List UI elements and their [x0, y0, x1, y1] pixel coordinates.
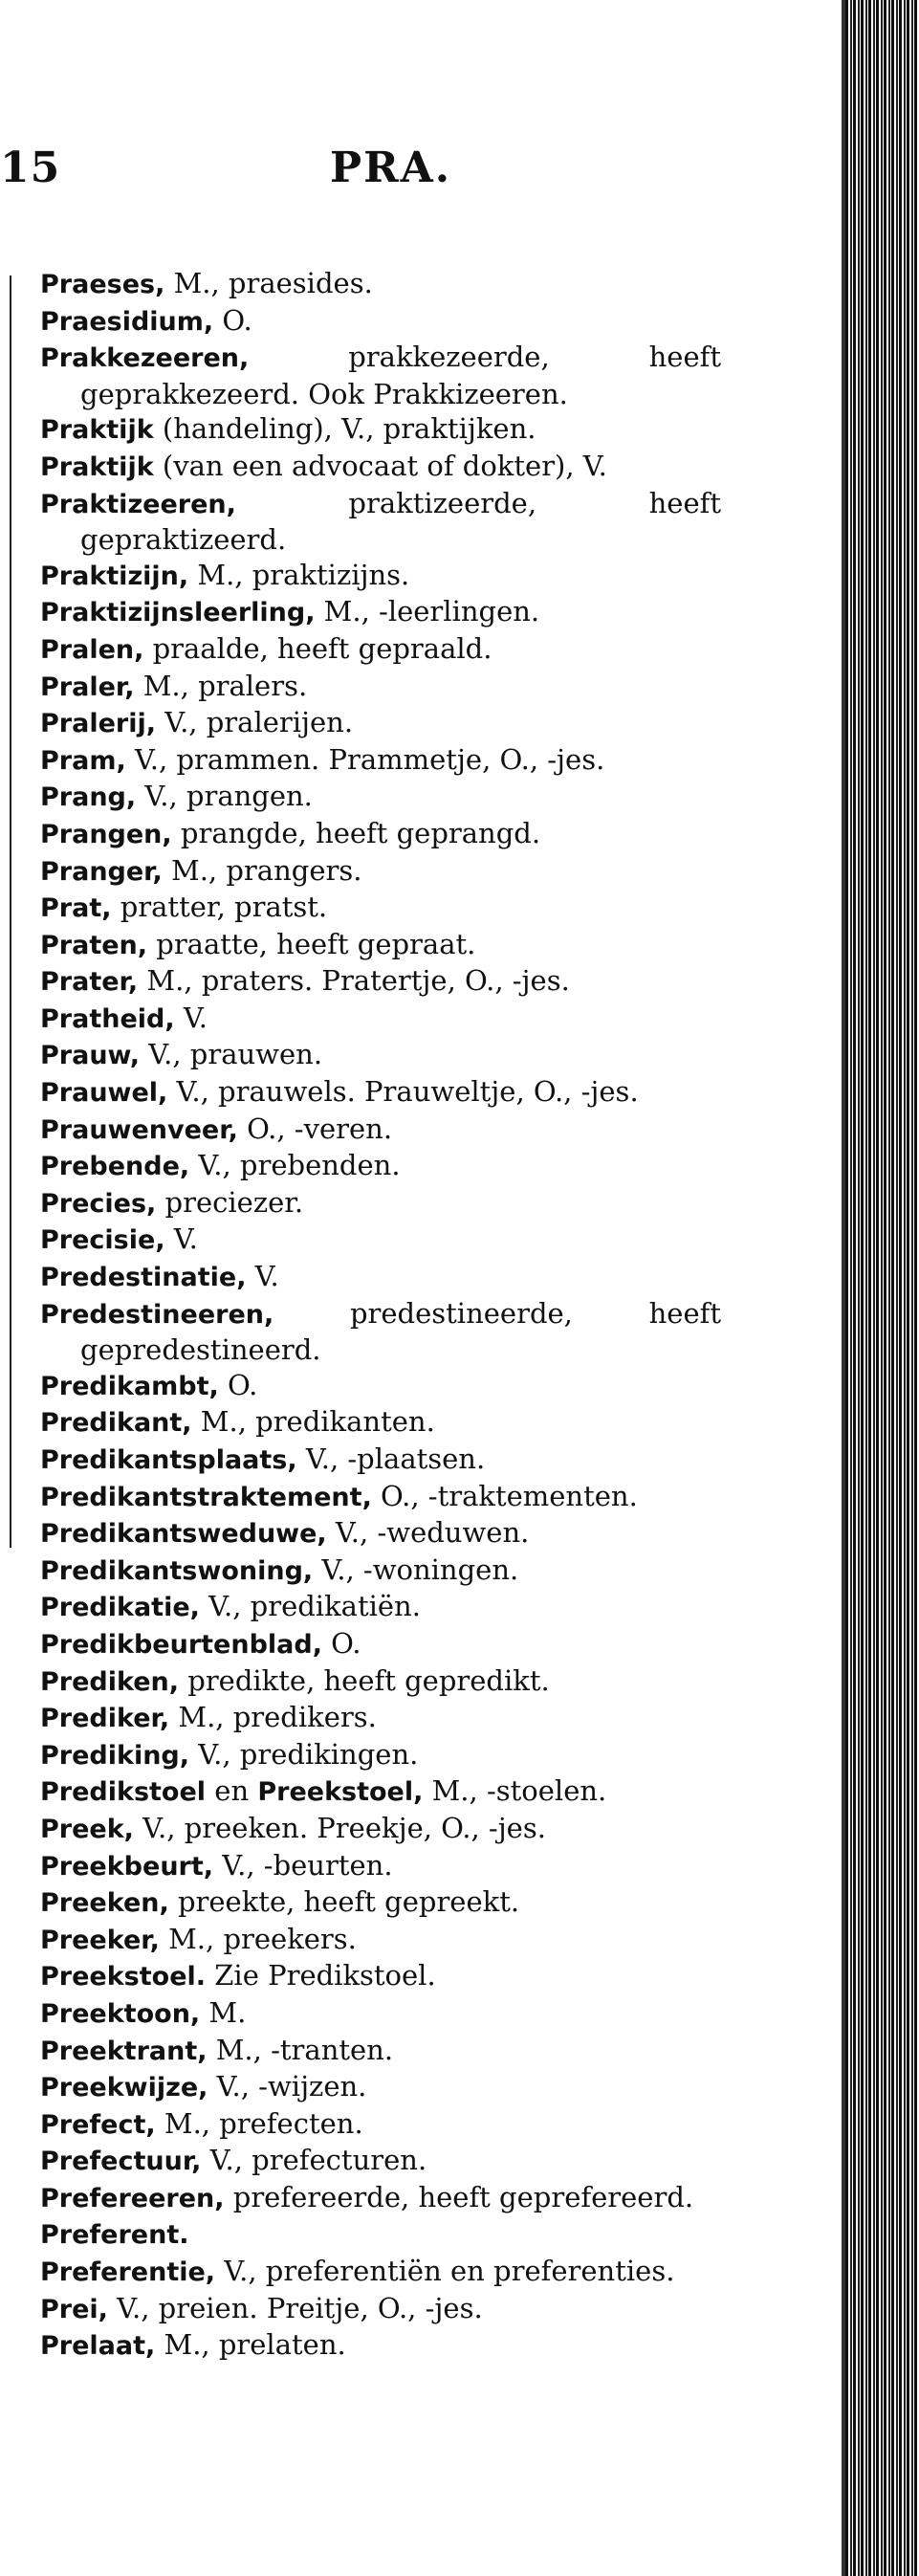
dictionary-entry	[40, 631, 721, 669]
dictionary-entry	[40, 1995, 721, 2033]
dictionary-entry	[40, 1296, 721, 1368]
page-number: 15	[0, 143, 61, 192]
entry-headword: Pralerij,	[40, 709, 156, 739]
dictionary-entry	[40, 1148, 721, 1185]
entry-headword: Preek,	[40, 1814, 134, 1844]
dictionary-entry	[40, 2106, 721, 2144]
dictionary-entry	[40, 1037, 721, 1074]
entry-definition: predestineerde, heeft gepredestineerd.	[80, 1296, 721, 1367]
dictionary-entry	[40, 1958, 721, 1995]
entry-headword: Prefectuur,	[40, 2147, 202, 2177]
entry-headword: Preekbeurt,	[40, 1851, 214, 1882]
book-spine	[845, 0, 919, 2576]
entry-definition: V., prammen. Prammetje, O., -jes.	[125, 742, 605, 776]
entry-definition: M., predikers.	[169, 1701, 377, 1734]
entry-headword: Prauwenveer,	[40, 1114, 238, 1145]
dictionary-entry	[40, 2033, 721, 2070]
dictionary-entry	[40, 1479, 721, 1516]
dictionary-entry	[40, 1773, 721, 1811]
dictionary-entry	[40, 1884, 721, 1922]
dictionary-entry	[40, 1185, 721, 1222]
dictionary-entry	[40, 1922, 721, 1959]
dictionary-entry	[40, 779, 721, 816]
entry-headword: Praesidium,	[40, 306, 214, 337]
entry-definition: V., -weduwen.	[326, 1516, 530, 1550]
running-head: PRA.	[330, 143, 452, 192]
dictionary-entry	[40, 411, 721, 449]
dictionary-entry	[40, 1700, 721, 1737]
entry-headword: Predikambt,	[40, 1371, 219, 1401]
dictionary-entry	[40, 558, 721, 595]
entry-definition: O., -veren.	[237, 1112, 393, 1145]
entry-definition: V., -plaatsen.	[296, 1442, 486, 1475]
entry-definition: V.	[246, 1260, 279, 1293]
entry-headword: Prefereeren,	[40, 2183, 225, 2213]
entry-definition: pratter, pratst.	[111, 891, 328, 924]
entry-definition: M., -stoelen.	[423, 1774, 607, 1808]
entry-definition: M., praktizijns.	[188, 558, 410, 591]
entry-headword: Preferent.	[40, 2220, 189, 2251]
entry-headword: Preekstoel,	[257, 1777, 424, 1808]
entry-headword: Praktizeeren,	[40, 489, 236, 519]
entry-headword: Predikantstraktement,	[40, 1482, 372, 1512]
dictionary-entry	[40, 1589, 721, 1626]
dictionary-entry	[40, 1663, 721, 1701]
entry-definition: O., -traktementen.	[371, 1479, 638, 1512]
entry-headword: Preektrant,	[40, 2036, 208, 2066]
entry-headword: Predikstoel	[40, 1777, 207, 1808]
dictionary-entry	[40, 449, 721, 486]
dictionary-entry	[40, 2180, 721, 2217]
entry-headword: Preeken,	[40, 1888, 169, 1919]
entry-definition: V., -wijzen.	[208, 2070, 367, 2103]
dictionary-entry	[40, 853, 721, 891]
dictionary-entry	[40, 266, 721, 303]
entry-headword: Preekstoel.	[40, 1962, 207, 1993]
entry-headword: Praeses,	[40, 270, 165, 299]
entry-definition: predikte, heeft gepredikt.	[179, 1663, 550, 1697]
entry-definition: preciezer.	[156, 1185, 304, 1219]
dictionary-entry	[40, 1811, 721, 1848]
entry-definition: V., pralerijen.	[155, 706, 354, 739]
entry-headword: Predikbeurtenblad,	[40, 1629, 322, 1660]
entry-definition: (handeling), V., praktijken.	[153, 412, 536, 446]
dictionary-entry	[40, 705, 721, 742]
entry-definition: M., prefecten.	[155, 2106, 363, 2140]
dictionary-entry	[40, 927, 721, 964]
entry-definition: prakkezeerde, heeft geprakkezeerd. Ook Prakkizeeren.	[80, 341, 721, 410]
entry-definition: prangde, heeft geprangd.	[171, 816, 541, 849]
entry-headword: Prangen,	[40, 819, 172, 849]
entry-headword: Predikatie,	[40, 1593, 200, 1623]
dictionary-entries	[40, 266, 721, 2365]
dictionary-entry	[40, 816, 721, 853]
entry-headword: Prebende,	[40, 1152, 190, 1182]
entry-headword: Pratheid,	[40, 1003, 175, 1034]
left-column-rule	[10, 275, 11, 1548]
entry-definition: V., -woningen.	[313, 1552, 519, 1586]
entry-headword: Prediking,	[40, 1740, 190, 1771]
dictionary-entry	[40, 2216, 721, 2254]
entry-definition: M., predikanten.	[191, 1405, 435, 1439]
entry-headword: Praten,	[40, 930, 148, 960]
entry-definition: M.	[200, 1995, 247, 2029]
entry-headword: Predestineeren,	[40, 1299, 274, 1330]
entry-headword: Prediken,	[40, 1666, 180, 1697]
entry-definition: (van een advocaat of dokter), V.	[153, 449, 607, 482]
entry-headword: Predikantsweduwe,	[40, 1519, 327, 1550]
entry-definition: V.	[164, 1222, 198, 1256]
dictionary-entry	[40, 1368, 721, 1405]
dictionary-entry	[40, 963, 721, 1001]
entry-definition: preekte, heeft gepreekt.	[168, 1885, 520, 1919]
dictionary-entry	[40, 2143, 721, 2180]
dictionary-entry	[40, 303, 721, 341]
entry-headword: Pram,	[40, 745, 126, 776]
entry-definition: V., prangen.	[136, 780, 313, 813]
entry-definition: V., prefecturen.	[201, 2144, 427, 2177]
entry-definition: praatte, heeft gepraat.	[147, 927, 476, 960]
dictionary-entry	[40, 890, 721, 927]
entry-definition: praalde, heeft gepraald.	[143, 631, 492, 665]
entry-headword: Prakkezeeren,	[40, 343, 250, 374]
dictionary-entry	[40, 2291, 721, 2328]
entry-definition: M., pralers.	[134, 669, 308, 702]
entry-definition: M., preekers.	[159, 1922, 357, 1955]
dictionary-entry	[40, 2254, 721, 2291]
entry-definition: V., prauwen.	[140, 1038, 323, 1071]
dictionary-entry	[40, 1552, 721, 1590]
dictionary-entry	[40, 1442, 721, 1479]
dictionary-entry	[40, 1112, 721, 1149]
dictionary-entry	[40, 340, 721, 411]
entry-definition: V., prauwels. Prauweltje, O., -jes.	[167, 1075, 639, 1109]
entry-headword: Praktizijnsleerling,	[40, 598, 316, 628]
dictionary-entry	[40, 1515, 721, 1552]
dictionary-entry	[40, 1848, 721, 1885]
entry-definition: M., prelaten.	[155, 2328, 346, 2362]
entry-definition: M., -tranten.	[207, 2033, 394, 2066]
entry-definition: O.	[321, 1626, 361, 1660]
entry-headword: Preeker,	[40, 1925, 160, 1955]
dictionary-entry	[40, 1001, 721, 1038]
entry-definition: O.	[213, 303, 252, 337]
entry-headword: Prei,	[40, 2294, 108, 2324]
entry-definition: V., preferentiën en preferenties.	[215, 2255, 675, 2288]
dictionary-entry	[40, 2327, 721, 2365]
entry-headword: Pranger,	[40, 856, 163, 887]
entry-headword: Prat,	[40, 893, 112, 924]
entry-headword: Prelaat,	[40, 2331, 156, 2362]
entry-headword: Praktizijn,	[40, 561, 189, 591]
entry-definition: en	[206, 1774, 258, 1808]
entry-definition: Zie Predikstoel.	[206, 1959, 436, 1993]
entry-headword: Prater,	[40, 967, 139, 998]
entry-headword: Prang,	[40, 782, 137, 813]
entry-headword: Predikantswoning,	[40, 1555, 314, 1586]
dictionary-entry	[40, 1074, 721, 1112]
entry-definition: V.	[174, 1001, 208, 1034]
entry-definition: V., predikatiën.	[199, 1590, 421, 1623]
entry-headword: Preekwijze,	[40, 2073, 208, 2103]
entry-definition: V., preeken. Preekje, O., -jes.	[133, 1811, 546, 1844]
entry-headword: Praktijk	[40, 451, 154, 482]
dictionary-entry	[40, 2069, 721, 2106]
entry-headword: Prauw,	[40, 1041, 141, 1071]
entry-headword: Praktijk	[40, 415, 154, 446]
entry-definition: V., preien. Preitje, O., -jes.	[107, 2291, 483, 2324]
entry-headword: Predikant,	[40, 1408, 192, 1439]
dictionary-entry	[40, 669, 721, 706]
entry-definition: V., predikingen.	[189, 1737, 419, 1771]
entry-definition: praktizeerde, heeft gepraktizeerd.	[80, 486, 721, 557]
entry-headword: Preferentie,	[40, 2257, 216, 2288]
entry-headword: Pralen,	[40, 634, 144, 665]
entry-definition: M., -leerlingen.	[315, 595, 540, 628]
entry-headword: Predikantsplaats,	[40, 1445, 297, 1475]
entry-headword: Predestinatie,	[40, 1263, 247, 1293]
entry-definition: V., -beurten.	[213, 1848, 393, 1882]
entry-headword: Precies,	[40, 1188, 157, 1219]
entry-definition: M., praesides.	[164, 267, 373, 299]
entry-headword: Precisie,	[40, 1225, 165, 1256]
entry-definition: O.	[218, 1368, 258, 1401]
dictionary-entry	[40, 1737, 721, 1774]
dictionary-entry	[40, 486, 721, 558]
entry-definition: M., praters. Pratertje, O., -jes.	[138, 964, 570, 998]
entry-headword: Prediker,	[40, 1704, 170, 1734]
entry-definition: M., prangers.	[162, 853, 362, 887]
dictionary-entry	[40, 1222, 721, 1259]
dictionary-entry	[40, 742, 721, 780]
dictionary-entry	[40, 1259, 721, 1296]
entry-headword: Prauwel,	[40, 1078, 168, 1109]
entry-definition: prefereerde, heeft geprefereerd.	[224, 2180, 694, 2213]
entry-definition: V., prebenden.	[189, 1149, 401, 1182]
entry-headword: Praler,	[40, 672, 135, 702]
dictionary-entry	[40, 594, 721, 631]
dictionary-entry	[40, 1404, 721, 1442]
entry-headword: Prefect,	[40, 2109, 156, 2140]
dictionary-entry	[40, 1626, 721, 1663]
entry-headword: Preektoon,	[40, 1998, 201, 2029]
